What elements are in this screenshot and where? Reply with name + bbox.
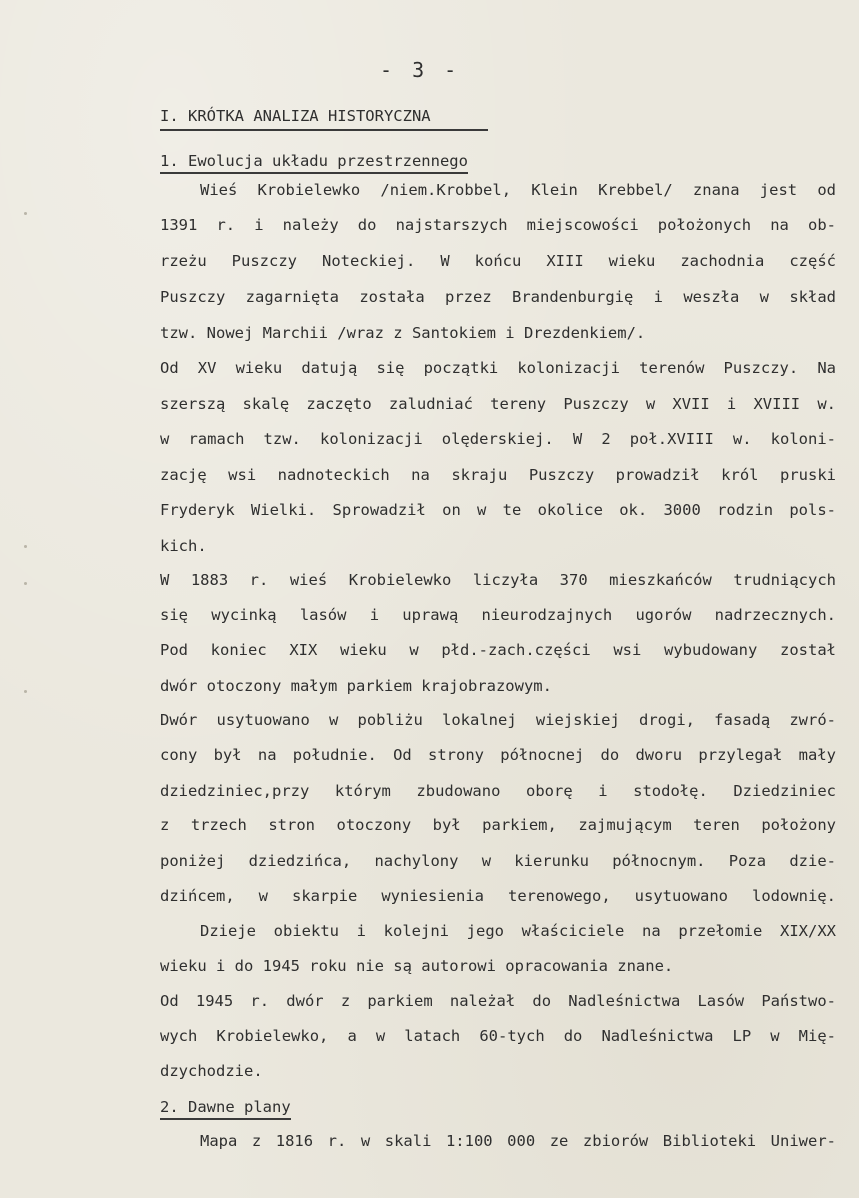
section-title-text: 2. Dawne plany [160,1098,291,1120]
heading-underline [160,129,488,131]
punch-mark [24,545,27,548]
body-line: Puszczy zagarnięta została przez Brandenburgię i weszła w skład [160,288,836,306]
punch-mark [24,212,27,215]
body-line: W 1883 r. wieś Krobielewko liczyła 370 mieszkańców trudniących [160,571,836,589]
body-line: dzychodzie. [160,1062,263,1080]
body-line: dwór otoczony małym parkiem krajobrazowym. [160,677,552,695]
page-number: - 3 - [380,58,461,82]
section-title-text: 1. Ewolucja układu przestrzennego [160,152,468,174]
body-line: Wieś Krobielewko /niem.Krobbel, Klein Krebbel/ znana jest od [200,181,836,199]
body-line: w ramach tzw. kolonizacji olęderskiej. W 2 poł.XVIII w. koloni- [160,430,836,448]
body-line: rzeżu Puszczy Noteckiej. W końcu XIII wieku zachodnia część [160,252,836,270]
body-line: Dwór usytuowano w pobliżu lokalnej wiejskiej drogi, fasadą zwró- [160,711,836,729]
body-line: poniżej dziedzińca, nachylony w kierunku północnym. Poza dzie- [160,852,836,870]
body-line: Mapa z 1816 r. w skali 1:100 000 ze zbiorów Biblioteki Uniwer- [200,1132,836,1150]
body-line: cony był na południe. Od strony północnej do dworu przylegał mały [160,746,836,764]
section-title [160,1097,291,1117]
section-title [160,151,468,171]
body-line: 1391 r. i należy do najstarszych miejscowości położonych na ob- [160,216,836,234]
body-line: Od XV wieku datują się początki kolonizacji terenów Puszczy. Na [160,359,836,377]
punch-mark [24,582,27,585]
body-line: z trzech stron otoczony był parkiem, zajmującym teren położony [160,816,836,834]
punch-mark [24,690,27,693]
body-line: Fryderyk Wielki. Sprowadził on w te okolice ok. 3000 rodzin pols- [160,501,836,519]
chapter-heading: I. KRÓTKA ANALIZA HISTORYCZNA [160,107,431,125]
body-line: Dzieje obiektu i kolejni jego właściciele na przełomie XIX/XX [200,922,836,940]
body-line: zację wsi nadnoteckich na skraju Puszczy prowadził król pruski [160,466,836,484]
body-line: kich. [160,537,207,555]
body-line: dzińcem, w skarpie wyniesienia terenowego, usytuowano lodownię. [160,887,836,905]
body-line: Od 1945 r. dwór z parkiem należał do Nadleśnictwa Lasów Państwo- [160,992,836,1010]
body-line: wych Krobielewko, a w latach 60-tych do Nadleśnictwa LP w Mię- [160,1027,836,1045]
body-line: wieku i do 1945 roku nie są autorowi opracowania znane. [160,957,674,975]
body-line: się wycinką lasów i uprawą nieurodzajnych ugorów nadrzecznych. [160,606,836,624]
body-line: dziedziniec,przy którym zbudowano oborę i stodołę. Dziedziniec [160,782,836,800]
body-line: Pod koniec XIX wieku w płd.-zach.części wsi wybudowany został [160,641,836,659]
body-line: szerszą skalę zaczęto zaludniać tereny Puszczy w XVII i XVIII w. [160,395,836,413]
body-line: tzw. Nowej Marchii /wraz z Santokiem i Drezdenkiem/. [160,324,646,342]
